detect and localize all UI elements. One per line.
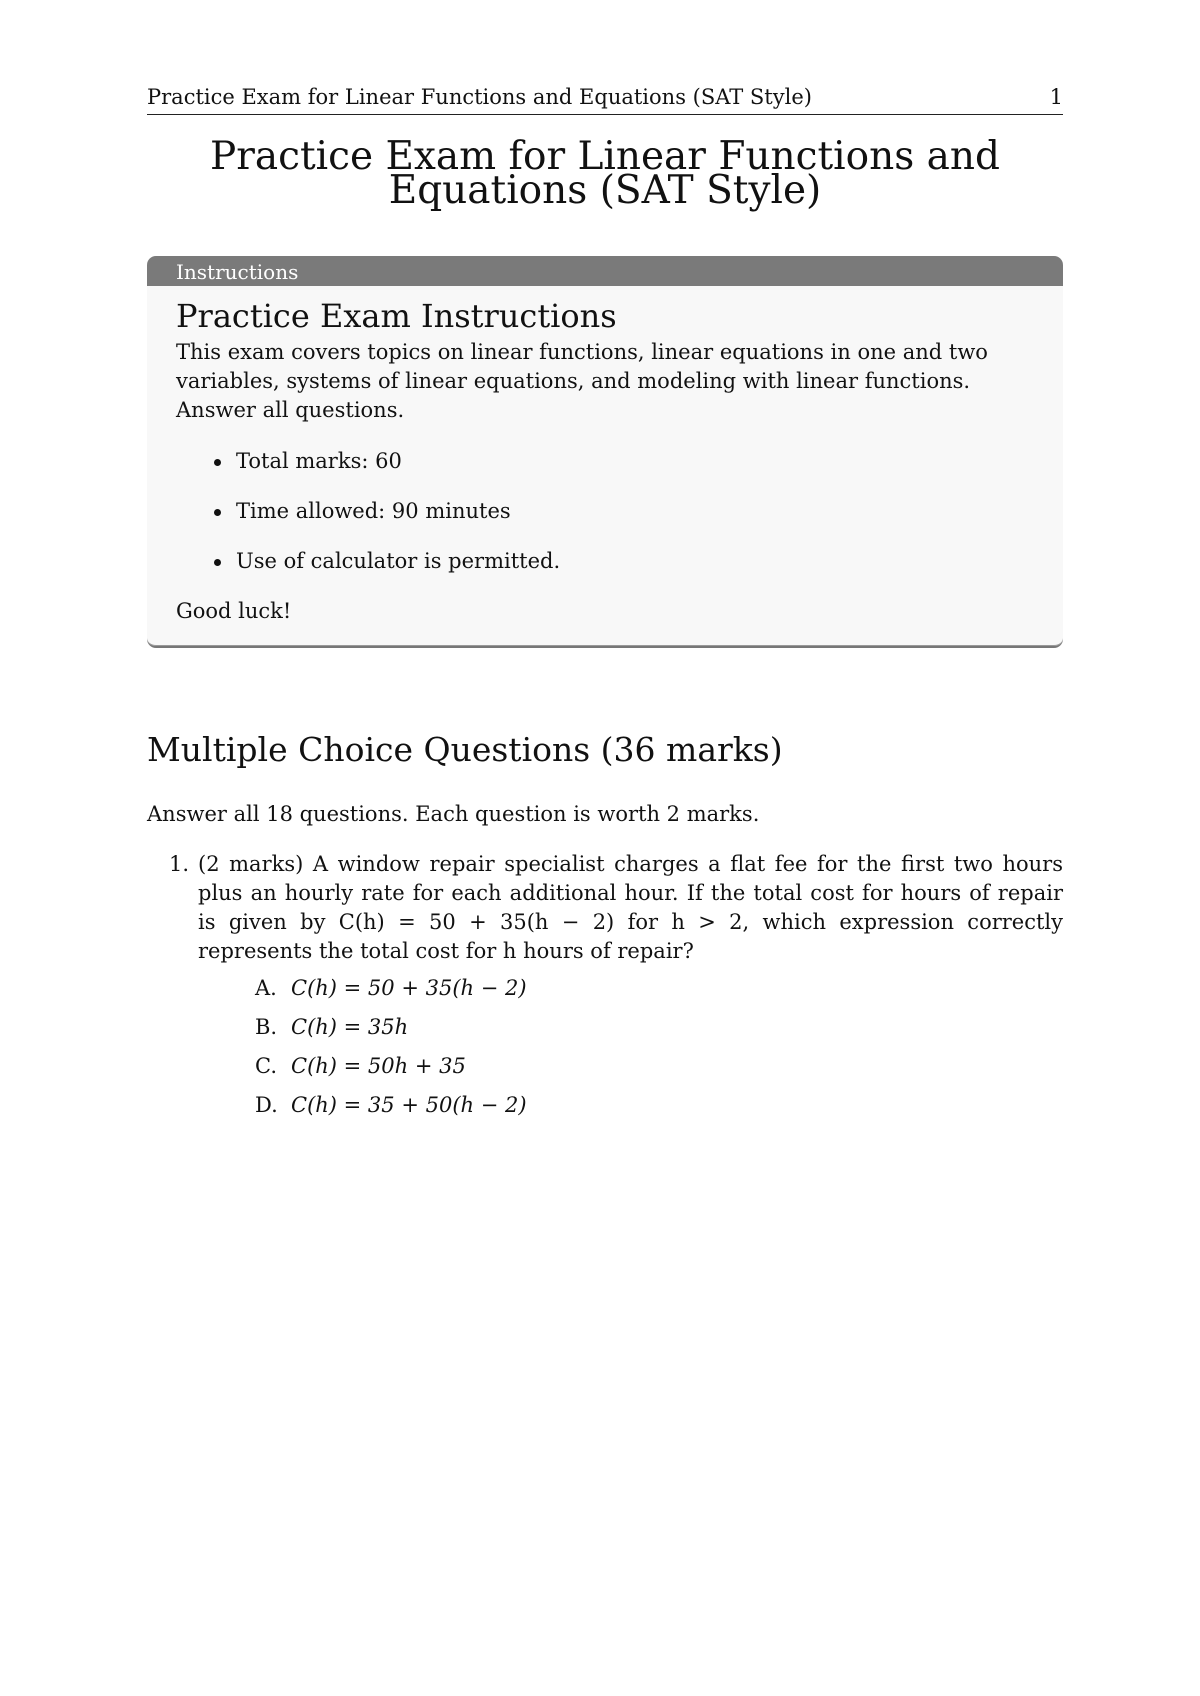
question-1 (147, 850, 1063, 1130)
instructions-list-item (214, 497, 1034, 526)
instructions-box (147, 256, 1063, 648)
option-letter: C. (255, 1054, 277, 1078)
option-text: C(h) = 35h (291, 1015, 409, 1039)
instructions-list (176, 447, 1034, 576)
answer-option-c (255, 1052, 1063, 1081)
instructions-item-text: Time allowed: 90 minutes (236, 499, 511, 523)
question-text: (2 marks) A window repair specialist charges a flat fee for the first two hours plus an hourly rate for each additional hour. If the total cost for hours of repair is given by C(h) = 50 + 35(h − 2) for h > 2, which expression correctly represents the total cost for h hours of repair? (198, 852, 1063, 963)
bullet-icon (214, 509, 221, 516)
instructions-title: Practice Exam Instructions (176, 297, 617, 335)
instructions-box-header: Instructions (147, 256, 1063, 286)
page-number: 1 (1049, 85, 1063, 109)
option-letter: B. (255, 1015, 278, 1039)
instructions-list-item (214, 547, 1034, 576)
answer-option-d (255, 1091, 1063, 1120)
question-number: 1. (168, 852, 189, 876)
bullet-icon (214, 559, 221, 566)
running-title: Practice Exam for Linear Functions and Equations (SAT Style) (147, 85, 812, 109)
instructions-box-body (147, 296, 1063, 626)
option-text: C(h) = 50h + 35 (291, 1054, 466, 1078)
instructions-closing: Good luck! (176, 599, 292, 623)
option-letter: A. (255, 976, 277, 1000)
question-stem (147, 850, 1063, 966)
answer-option-b (255, 1013, 1063, 1042)
bullet-icon (214, 459, 221, 466)
running-header (147, 84, 1063, 115)
section-intro: Answer all 18 questions. Each question is worth 2 marks. (147, 802, 760, 826)
section-title: Multiple Choice Questions (36 marks) (147, 730, 783, 769)
answer-option-a (255, 974, 1063, 1003)
instructions-text: This exam covers topics on linear functions, linear equations in one and two variables, systems of linear equations, and modeling with linear functions. Answer all questions. (176, 340, 988, 422)
instructions-list-item (214, 447, 1034, 476)
option-text: C(h) = 35 + 50(h − 2) (291, 1093, 527, 1117)
option-letter: D. (255, 1093, 278, 1117)
answer-options (147, 974, 1063, 1120)
instructions-item-text: Use of calculator is permitted. (236, 549, 561, 573)
option-text: C(h) = 50 + 35(h − 2) (291, 976, 527, 1000)
instructions-item-text: Total marks: 60 (236, 449, 402, 473)
document-title: Practice Exam for Linear Functions and Equations (SAT Style) (210, 134, 1000, 213)
